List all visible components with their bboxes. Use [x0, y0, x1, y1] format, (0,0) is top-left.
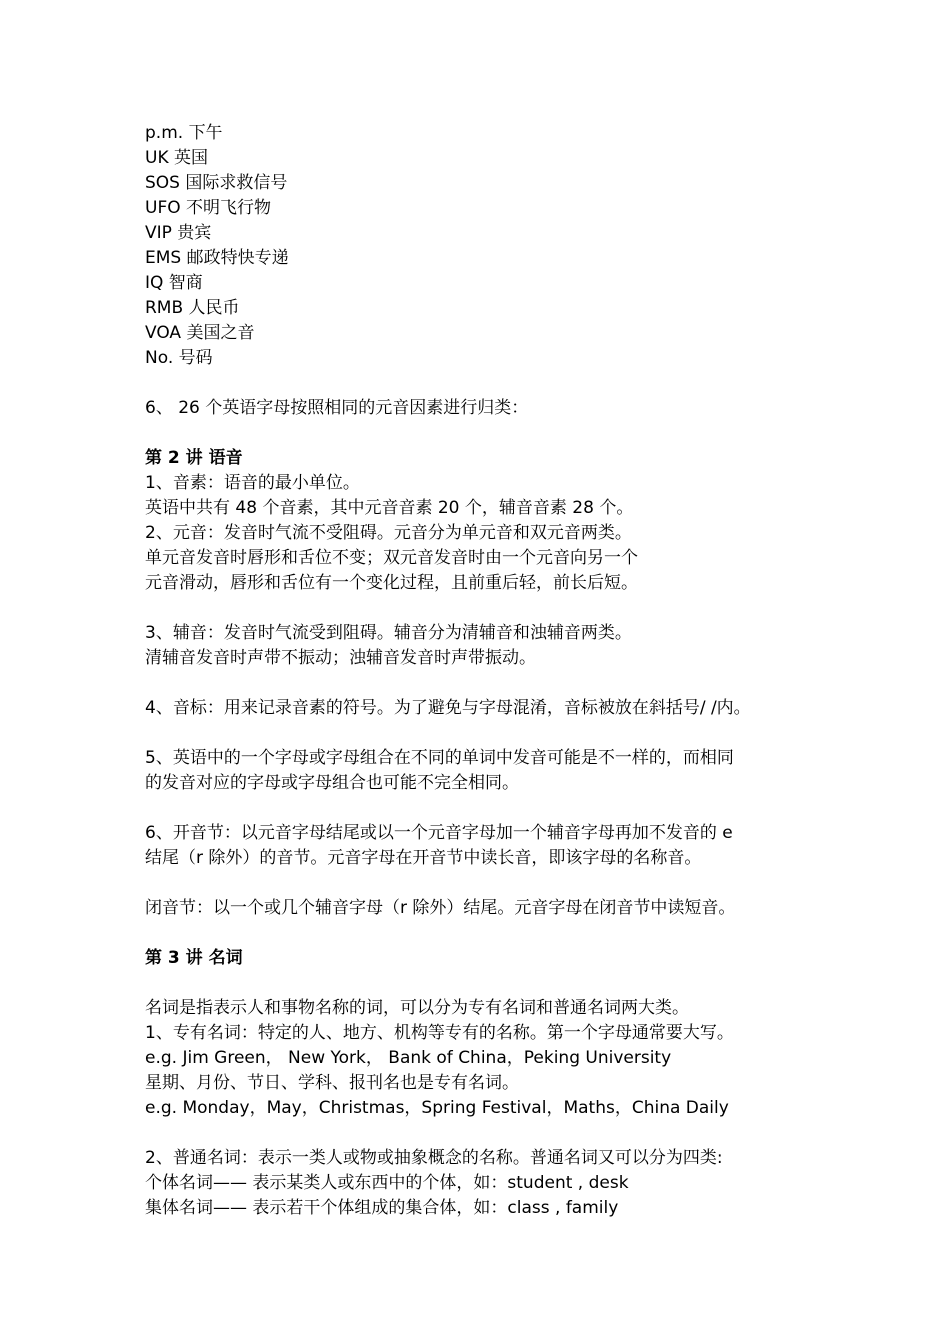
text-line: 2、普通名词：表示一类人或物或抽象概念的名称。普通名词又可以分为四类: [145, 1148, 723, 1168]
text-line: 个体名词—— 表示某类人或东西中的个体，如：student , desk [145, 1173, 629, 1193]
abbreviation-item: SOS 国际求救信号 [145, 173, 288, 193]
text-line: 1、专有名词：特定的人、地方、机构等专有的名称。第一个字母通常要大写。 [145, 1023, 734, 1043]
spacer [145, 371, 825, 396]
common-noun-paragraph [145, 1146, 825, 1221]
abbreviation-item: p.m. 下午 [145, 123, 223, 143]
abbreviation-item: UFO 不明飞行物 [145, 198, 272, 218]
spacer [145, 796, 825, 821]
text-line: 清辅音发音时声带不振动；浊辅音发音时声带振动。 [145, 648, 536, 668]
consonant-paragraph [145, 621, 825, 671]
text-line: 星期、月份、节日、学科、报刊名也是专有名词。 [145, 1073, 519, 1093]
abbreviation-item: VIP 贵宾 [145, 223, 212, 243]
text-line: e.g. Monday，May，Christmas，Spring Festival，Maths，China Daily [145, 1098, 729, 1118]
text-line: 5、英语中的一个字母或字母组合在不同的单词中发音可能是不一样的，而相同 [145, 748, 734, 768]
spacer [145, 921, 825, 946]
text-line: 结尾（r 除外）的音节。元音字母在开音节中读长音，即该字母的名称音。 [145, 848, 702, 868]
proper-noun-paragraph [145, 996, 825, 1121]
text-line: 元音滑动，唇形和舌位有一个变化过程，且前重后轻，前长后短。 [145, 573, 638, 593]
abbreviation-list [145, 121, 825, 371]
phonetics-paragraph [145, 471, 825, 596]
text-line: 集体名词—— 表示若干个体组成的集合体，如：class , family [145, 1198, 619, 1218]
text-line: 6、开音节：以元音字母结尾或以一个元音字母加一个辅音字母再加不发音的 e [145, 823, 733, 843]
abbreviation-item: EMS 邮政特快专递 [145, 248, 289, 268]
lesson-3-heading: 第 3 讲 名词 [145, 948, 243, 968]
abbreviation-item: IQ 智商 [145, 273, 203, 293]
phonetic-symbol-paragraph [145, 696, 825, 721]
open-syllable-paragraph [145, 821, 825, 871]
text-line: 名词是指表示人和事物名称的词，可以分为专有名词和普通名词两大类。 [145, 998, 689, 1018]
abbreviation-item: VOA 美国之音 [145, 323, 255, 343]
spacer [145, 671, 825, 696]
spacer [145, 596, 825, 621]
closed-syllable-paragraph [145, 896, 825, 921]
document-body [145, 121, 825, 1221]
letter-classification-item: 6、 26 个英语字母按照相同的元音因素进行归类： [145, 398, 529, 418]
text-line: 4、音标：用来记录音素的符号。为了避免与字母混淆，音标被放在斜括号/ /内。 [145, 698, 751, 718]
text-line: 2、元音：发音时气流不受阻碍。元音分为单元音和双元音两类。 [145, 523, 632, 543]
text-line: 闭音节：以一个或几个辅音字母（r 除外）结尾。元音字母在闭音节中读短音。 [145, 898, 736, 918]
spacer [145, 871, 825, 896]
abbreviation-item: RMB 人民币 [145, 298, 240, 318]
text-line: 3、辅音：发音时气流受到阻碍。辅音分为清辅音和浊辅音两类。 [145, 623, 632, 643]
spacer [145, 971, 825, 996]
text-line: 1、音素：语音的最小单位。 [145, 473, 360, 493]
spacer [145, 721, 825, 746]
letter-sound-paragraph [145, 746, 825, 796]
spacer [145, 1121, 825, 1146]
text-line: 的发音对应的字母或字母组合也可能不完全相同。 [145, 773, 519, 793]
spacer [145, 421, 825, 446]
text-line: 单元音发音时唇形和舌位不变；双元音发音时由一个元音向另一个 [145, 548, 638, 568]
abbreviation-item: No. 号码 [145, 348, 213, 368]
text-line: 英语中共有 48 个音素，其中元音音素 20 个，辅音音素 28 个。 [145, 498, 634, 518]
text-line: e.g. Jim Green， New York， Bank of China，Peking University [145, 1048, 672, 1068]
lesson-2-heading: 第 2 讲 语音 [145, 448, 243, 468]
abbreviation-item: UK 英国 [145, 148, 208, 168]
